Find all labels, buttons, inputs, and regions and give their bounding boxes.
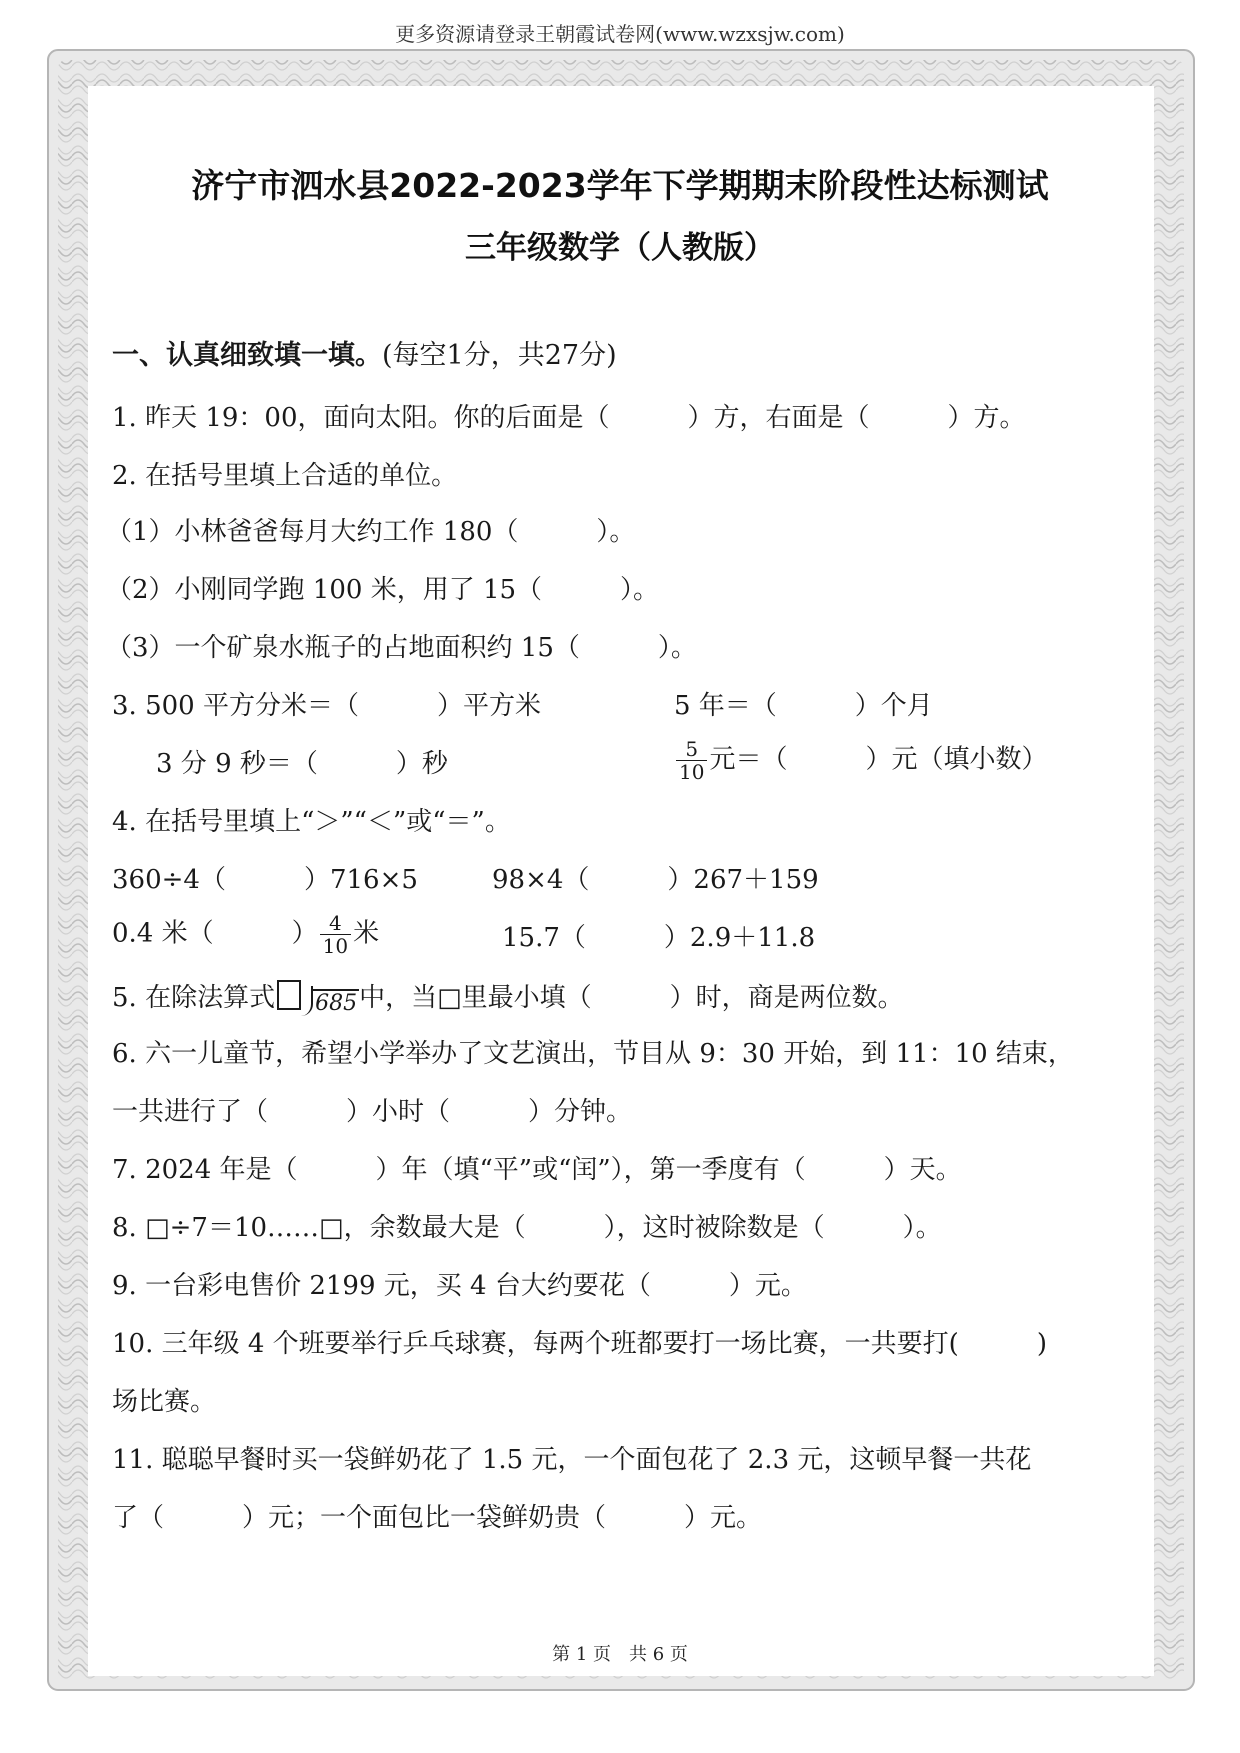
- fraction-numerator: 5: [676, 738, 707, 761]
- question-10-line-2: 场比赛。: [112, 1387, 217, 1417]
- question-3-d: [674, 738, 1047, 783]
- site-watermark: 更多资源请登录王朝霞试卷网(www.wzxsjw.com): [395, 22, 845, 46]
- exam-title: 济宁市泗水县2022-2023学年下学期期末阶段性达标测试: [191, 166, 1049, 205]
- exam-subtitle: 三年级数学（人教版）: [465, 230, 775, 266]
- question-2: 2. 在括号里填上合适的单位。: [112, 461, 458, 491]
- page-number: 第 1 页 共 6 页: [552, 1644, 688, 1665]
- fraction-denominator: 10: [322, 934, 349, 958]
- question-11-line-1: 11. 聪聪早餐时买一袋鲜奶花了 1.5 元，一个面包花了 2.3 元，这顿早餐一共花: [112, 1445, 1032, 1475]
- section-heading: [112, 340, 617, 372]
- section-score-note: (每空1分，共27分): [382, 340, 617, 371]
- question-4-c: [112, 912, 379, 957]
- question-5-pre: 5. 在除法算式: [112, 983, 276, 1013]
- fraction: [676, 738, 707, 783]
- fraction-numerator: 4: [320, 912, 351, 935]
- question-10-line-1: 10. 三年级 4 个班要举行乒乓球赛，每两个班都要打一场比赛，一共要打( ): [112, 1329, 1047, 1359]
- question-2-2: （2）小刚同学跑 100 米，用了 15（ ）。: [106, 575, 660, 605]
- question-7: 7. 2024 年是（ ）年（填“平”或“闰”），第一季度有（ ）天。: [112, 1155, 962, 1185]
- question-4-b: 98×4（ ）267＋159: [492, 865, 819, 895]
- fraction-denominator: 10: [679, 760, 705, 784]
- question-2-3: （3）一个矿泉水瓶子的占地面积约 15（ ）。: [106, 633, 697, 663]
- question-4: 4. 在括号里填上“＞”“＜”或“＝”。: [112, 807, 511, 837]
- question-5: [112, 980, 904, 1018]
- fraction: [320, 912, 351, 957]
- question-3-c: 3 分 9 秒＝（ ）秒: [156, 749, 448, 779]
- question-3-b: 5 年＝（ ）个月: [674, 691, 933, 721]
- blank-square: [277, 980, 301, 1010]
- question-3-d-text: 元＝（ ）元（填小数）: [709, 744, 1048, 775]
- question-9: 9. 一台彩电售价 2199 元，买 4 台大约要花（ ）元。: [112, 1271, 807, 1301]
- question-6-line-2: 一共进行了（ ）小时（ ）分钟。: [112, 1097, 633, 1127]
- question-4-c-unit: 米: [353, 918, 380, 949]
- question-5-post: 中，当□里最小填（ ）时，商是两位数。: [359, 983, 904, 1013]
- question-2-1: （1）小林爸爸每月大约工作 180（ ）。: [106, 517, 636, 547]
- question-11-line-2: 了（ ）元；一个面包比一袋鲜奶贵（ ）元。: [112, 1503, 763, 1533]
- question-3-a: 3. 500 平方分米＝（ ）平方米: [112, 691, 541, 721]
- long-division-symbol: [301, 986, 359, 1018]
- dividend: 685: [315, 991, 358, 1016]
- question-4-a: 360÷4（ ）716×5: [112, 865, 418, 895]
- question-4-c-left: 0.4 米（ ）: [112, 918, 318, 949]
- question-4-d: 15.7（ ）2.9＋11.8: [502, 923, 816, 953]
- section-title: 一、认真细致填一填。: [112, 340, 382, 371]
- question-1: 1. 昨天 19：00，面向太阳。你的后面是（ ）方，右面是（ ）方。: [112, 403, 1026, 433]
- question-6-line-1: 6. 六一儿童节，希望小学举办了文艺演出，节目从 9：30 开始，到 11：10 结束，: [112, 1039, 1074, 1069]
- question-8: 8. □÷7＝10……□，余数最大是（ ），这时被除数是（ ）。: [112, 1213, 942, 1243]
